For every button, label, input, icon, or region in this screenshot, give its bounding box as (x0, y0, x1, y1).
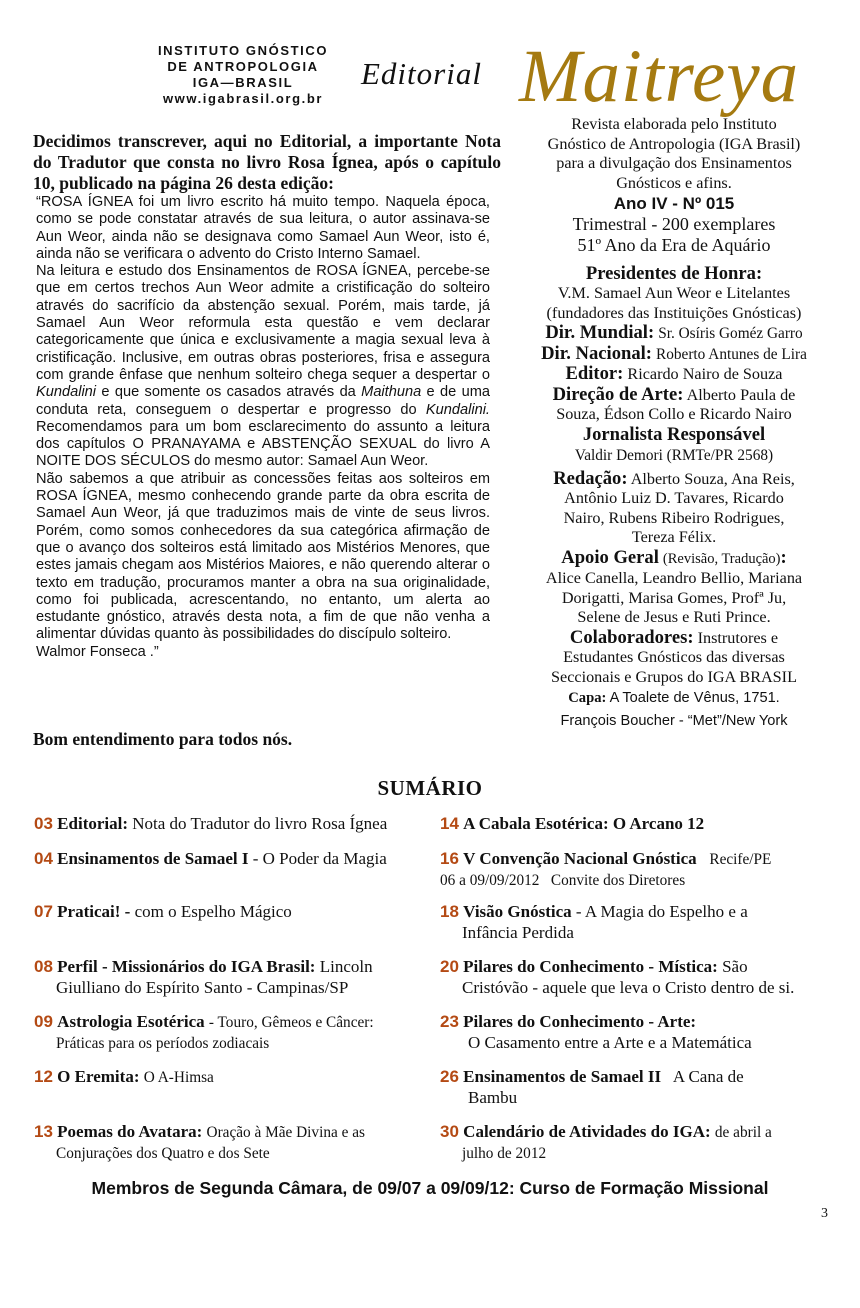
page-number: 12 (34, 1067, 53, 1086)
toc-title: V Convenção Nacional Gnóstica (463, 849, 697, 868)
emphasis: Maithuna (361, 384, 422, 401)
toc-item[interactable] (440, 1011, 840, 1053)
page-number: 03 (34, 814, 53, 833)
toc-desc: Conjurações dos Quatro e dos Sete (56, 1145, 270, 1162)
art-direction (519, 385, 829, 406)
label: Apoio Geral (561, 546, 659, 568)
toc-desc: O Casamento entre a Arte e a Matemática (468, 1033, 752, 1052)
redaction: Nairo, Rubens Ribeiro Rodrigues, (563, 508, 785, 527)
page-number: 14 (440, 814, 459, 833)
value: Alberto Souza, Ana Reis, (630, 469, 795, 488)
text: e de uma conduta reta, conseguem o despertar e progresso do (36, 384, 490, 418)
issue-frequency: Trimestral - 200 exemplares (572, 213, 776, 234)
paragraph: Não sabemos a que atribuir as concessões feitas aos solteiros em ROSA ÍGNEA, mesmo conhecendo grande parte da obra escrita de Samael Aun Weor, já que traduzimos mais de vinte de seus livros. Porém, como somos conhecedores da sua categórica afirmação de que o avanço dos solteiros está limitado aos Mistérios Menores, que estes jamais chegam aos Mistérios Maiores, e não querendo alterar o texto em tradução, procuramos manter a obra na sua originalidade, como foi publicada, acrescentando, no entanto, um alerta ao estudante gnóstico, através desta nota, a fim de que não venha a alimentar dúvidas quanto às possibilidades do discípulo solteiro. (36, 470, 490, 643)
label: Redação: (553, 467, 628, 489)
page-number: 3 (821, 1206, 828, 1221)
toc-title: Ensinamentos de Samael I (57, 849, 249, 868)
masthead-desc: Gnósticos e afins. (616, 173, 732, 192)
value: Roberto Antunes de Lira (656, 345, 807, 363)
general-support: Dorigatti, Marisa Gomes, Profª Ju, (561, 588, 787, 607)
page-number: 16 (440, 849, 459, 868)
toc-desc: - O Poder da Magia (252, 849, 387, 868)
institute-line: DE ANTROPOLOGIA (167, 59, 319, 74)
masthead-desc: Revista elaborada pelo Instituto (571, 115, 777, 133)
toc-desc: Bambu (468, 1088, 518, 1107)
emphasis: Kundalini (36, 384, 97, 401)
general-support (519, 548, 829, 570)
toc-item[interactable] (34, 1011, 434, 1054)
toc-desc: com o Espelho Mágico (134, 902, 292, 921)
toc-item[interactable] (440, 1121, 840, 1164)
masthead (519, 115, 829, 733)
emphasis: Kundalini. (425, 401, 490, 418)
text: Na leitura e estudo dos Ensinamentos de ROSA ÍGNEA, percebe-se que em certos trechos Aun Weor admite a cristificação do solteiro através do sacrifício da abstenção sexual. Porém, mais tarde, já Samael Aun Weor reformula esta questão e vem declarar categoricamente que única e exclusivamente a magia sexual leva à cristificação. Inclusive, em outras obras posteriores, frisa e assegura com grande ênfase que nenhum solteiro chega sequer a despertar o (36, 263, 490, 383)
toc-item[interactable] (440, 848, 840, 891)
text: e que somente os casados através da (96, 384, 362, 401)
redaction: Tereza Félix. (631, 528, 717, 546)
toc-item[interactable] (440, 956, 850, 998)
colon: : (780, 546, 787, 568)
page-number: 30 (440, 1122, 459, 1141)
masthead-desc: Gnóstico de Antropologia (IGA Brasil) (547, 134, 801, 153)
toc-title: Praticai! - (57, 902, 131, 921)
collaborators: Estudantes Gnósticos das diversas (563, 648, 785, 666)
toc-desc: Nota do Tradutor do livro Rosa Ígnea (132, 814, 388, 833)
toc-title: O Eremita: (57, 1067, 140, 1086)
editorial-lead: Decidimos transcrever, aqui no Editorial, a importante Nota do Tradutor que consta no livro Rosa Ígnea, após o capítulo 10, publicado na página 26 desta edição: (33, 131, 501, 193)
label: Editor: (565, 363, 624, 384)
masthead-desc: para a divulgação dos Ensinamentos (556, 154, 792, 172)
toc-desc: Oração à Mãe Divina e as (206, 1124, 365, 1141)
page-number: 13 (34, 1122, 53, 1141)
page-number: 08 (34, 957, 53, 976)
toc-item[interactable] (440, 901, 840, 943)
toc-title: A Cabala Esotérica: O Arcano 12 (463, 814, 705, 833)
world-director (519, 323, 829, 344)
page-number: 26 (440, 1067, 459, 1086)
page-number: 23 (440, 1012, 459, 1031)
toc-title: Calendário de Atividades do IGA: (463, 1122, 711, 1141)
redaction (519, 469, 829, 490)
editorial-closing: Bom entendimento para todos nós. (33, 729, 293, 749)
toc-title: Visão Gnóstica (463, 902, 572, 921)
issue-number: Ano IV - Nº 015 (613, 194, 735, 213)
toc-desc: Recife/PE (709, 851, 772, 868)
label: Dir. Nacional: (541, 342, 652, 364)
art-direction: Souza, Édson Collo e Ricardo Nairo (556, 405, 792, 423)
toc-title: Pilares do Conhecimento - Arte: (463, 1012, 697, 1031)
paragraph (36, 263, 490, 471)
summary-title: SUMÁRIO (377, 776, 483, 800)
editorial-body (36, 194, 490, 661)
toc-desc: A Cana de (672, 1067, 744, 1086)
note: (Revisão, Tradução) (662, 550, 781, 567)
toc-desc: 06 a 09/09/2012 Convite dos Diretores (440, 872, 686, 889)
value: Sr. Osíris Goméz Garro (658, 325, 803, 342)
toc-item[interactable] (440, 813, 840, 834)
label: Capa: (568, 690, 607, 706)
value: A Toalete de Vênus, 1751. (609, 690, 780, 706)
page-number: 20 (440, 957, 459, 976)
value: Alberto Paula de (686, 385, 796, 404)
institute-line: INSTITUTO GNÓSTICO (157, 43, 329, 58)
toc-item[interactable] (34, 901, 429, 922)
toc-item[interactable] (34, 956, 434, 998)
toc-desc: São (722, 957, 748, 976)
toc-desc: julho de 2012 (462, 1145, 547, 1162)
toc-title: Editorial: (57, 814, 129, 833)
editor (519, 364, 829, 385)
toc-desc: de abril a (714, 1124, 772, 1141)
toc-item[interactable] (34, 848, 429, 869)
toc-desc: Infância Perdida (462, 923, 574, 942)
toc-title: Poemas do Avatara: (57, 1122, 203, 1141)
general-support: Alice Canella, Leandro Bellio, Mariana (545, 569, 803, 587)
toc-desc: O A-Himsa (143, 1069, 214, 1086)
toc-title: Perfil - Missionários do IGA Brasil: (57, 957, 316, 976)
toc-desc: Lincoln (319, 957, 373, 976)
magazine-title: Maitreya (519, 35, 800, 118)
honorary-presidents: V.M. Samael Aun Weor e Litelantes (557, 284, 791, 302)
toc-desc: Giulliano do Espírito Santo - Campinas/SP (56, 978, 349, 997)
label: Direção de Arte: (552, 383, 684, 405)
text: Recomendamos para um bom esclarecimento do assunto a leitura dos capítulos O PRANAYAMA e ABSTENÇÃO SEXUAL do livro A NOITE DOS SÉCULOS do mesmo autor: Samael Aun Weor. (36, 418, 490, 470)
institute-name (140, 43, 346, 107)
paragraph: “ROSA ÍGNEA foi um livro escrito há muito tempo. Naquela época, como se pode constatar através de sua leitura, o autor assinava-se Aun Weor, ainda não se designava como Samael Aun Weor, isto é, ainda não se verificara o advento do Cristo Interno Samael. (36, 194, 490, 262)
toc-desc: Práticas para os períodos zodiacais (56, 1035, 270, 1052)
signature: Walmor Fonseca .” (36, 643, 159, 660)
page-number: 04 (34, 849, 53, 868)
institute-line: IGA—BRASIL (192, 75, 294, 90)
label: Colaboradores: (569, 626, 694, 648)
collaborators: Seccionais e Grupos do IGA BRASIL (551, 667, 797, 686)
value: Ricardo Nairo de Souza (627, 365, 783, 383)
page-number: 07 (34, 902, 53, 921)
redaction: Antônio Luiz D. Tavares, Ricardo (564, 489, 784, 507)
journalist-label: Jornalista Responsável (582, 423, 766, 445)
general-support: Selene de Jesus e Ruti Prince. (577, 608, 771, 626)
toc-desc: - A Magia do Espelho e a (575, 902, 748, 921)
label: Dir. Mundial: (545, 322, 655, 343)
toc-item[interactable] (440, 1066, 840, 1108)
toc-item[interactable] (34, 813, 429, 834)
issue-era: 51º Ano da Era de Aquário (577, 234, 771, 255)
toc-desc: - Touro, Gêmeos e Câncer: (208, 1014, 374, 1031)
honorary-presidents-label: Presidentes de Honra: (585, 262, 763, 284)
collaborators (519, 628, 829, 649)
page-number: 09 (34, 1012, 53, 1031)
value: Instrutores e (697, 628, 779, 647)
section-title: Editorial (361, 56, 482, 91)
journalist: Valdir Demori (RMTe/PR 2568) (574, 447, 774, 464)
cover-credit (519, 687, 829, 710)
toc-title: Astrologia Esotérica (57, 1012, 205, 1031)
toc-title: Pilares do Conhecimento - Mística: (463, 957, 718, 976)
honorary-presidents: (fundadores das Instituições Gnósticas) (546, 303, 802, 322)
national-director (519, 344, 829, 365)
toc-item[interactable] (34, 1121, 434, 1164)
institute-url: www.igabrasil.org.br (162, 91, 324, 106)
toc-desc: Cristóvão - aquele que leva o Cristo dentro de si. (462, 978, 795, 997)
cover-credit: François Boucher - “Met”/New York (560, 713, 788, 729)
toc-title: Ensinamentos de Samael II (463, 1067, 662, 1086)
page-number: 18 (440, 902, 459, 921)
toc-item[interactable] (34, 1066, 429, 1088)
footer-notice: Membros de Segunda Câmara, de 09/07 a 09/09/12: Curso de Formação Missional (91, 1178, 769, 1198)
